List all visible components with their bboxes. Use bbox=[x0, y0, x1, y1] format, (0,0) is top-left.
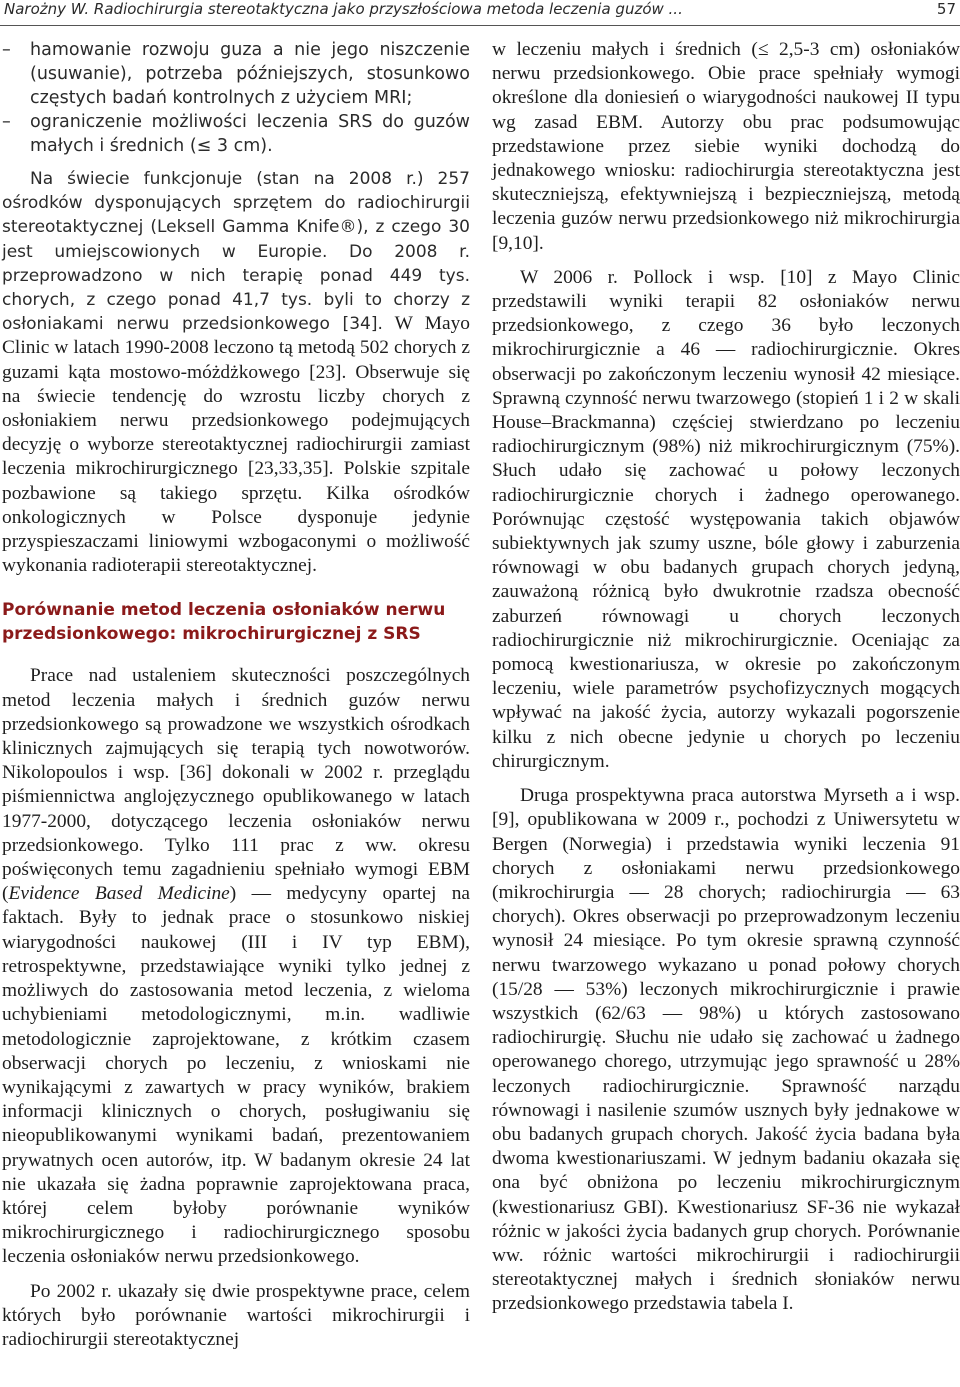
right-column bbox=[492, 38, 960, 1317]
emphasis-text: Evidence Based Medicine bbox=[8, 883, 230, 905]
paragraph bbox=[2, 167, 470, 578]
left-column bbox=[2, 38, 470, 1352]
paragraph: Druga prospektywna praca autorstwa Myrseth a i wsp. [9], opublikowana w 2009 r., pochodzi z Uniwersytetu w Bergen (Norwegia) i przedstawia wyniki leczenia 91 chorych z osłoniakami nerwu przedsionkowego (mikrochirurgia — 28 chorych; radiochirurgia — 63 chorych). Okres obserwacji po przeprowadzonym leczeniu wynosił 24 miesiące. Po tym okresie sprawną czynność nerwu twarzowego wykazano u ponad połowy chorych (15/28 — 53%) leczonych mikrochirurgicznie i prawie wszystkich (62/63 — 98%) u których zastosowano radiochirurgię. Słuchu nie udało się zachować u żadnego operowanego chorego, utrzymując jego sprawność u 28% leczonych radiochirurgicznie. Sprawność narządu równowagi i nasilenie szumów usznych były jednakowe w obu badanych grupach chorych. Jakość życia badana była dwoma kwestionariuszami. W jednym badaniu okazała się ona być obniżona po leczeniu mikrochirurgicznym (kwestionariusz GBI). Kwestionariusz SF-36 nie wykazał różnic w jakości życia badanych grup chorych. Porównanie ww. różnic wartości mikrochirurgii i radiochirurgii stereotaktycznej małych i średnich słoniaków nerwu przedsionkowego przedstawia tabela I. bbox=[492, 785, 960, 1315]
paragraph-text: ) — medycyny opartej na faktach. Były to jednak prace o stosunkowo niskiej wiarygodności naukowej (III i IV typ EBM), retrospektywne, przedstawiające wyniki tylko jednej z możliwych do zastosowania metod leczenia, z wieloma uchybieniami metodologicznymi, m.in. wadliwie metodologicznie zaprojektowane, z krótkim czasem obserwacji chorych po leczeniu, z wnioskami nie wynikającymi z zawartych w pracy wyników, brakiem informacji klinicznych o chorych, posługiwaniu się nieopublikowanymi wynikami badań, prezentowaniem prywatnych ocen autorów, itp. W badanym okresie 24 lat nie ukazała się żadna poprawnie zaprojektowana praca, której celem byłoby porównanie wyników mikrochirurgicznego i radiochirurgicznego sposobu leczenia osłoniaków nerwu przedsionkowego. bbox=[2, 883, 470, 1268]
list-item: – ograniczenie możliwości leczenia SRS do guzów małych i średnich (≤ 3 cm). bbox=[2, 110, 470, 158]
paragraph: W 2006 r. Pollock i wsp. [10] z Mayo Clinic przedstawili wyniki terapii 82 osłoniaków nerwu przedsionkowego, z czego 36 było leczonych mikrochirurgicznie a 46 — radiochirurgicznie. Okres obserwacji po zakończonym leczeniu wynosił 42 miesiące. Sprawną czynność nerwu twarzowego (stopień 1 i 2 w skali House–Brackmanna) częściej stwierdzano po leczeniu radiochirurgicznym (98%) niż mikrochirurgicznym (75%). Słuch udało się zachować u połowy leczonych radiochirurgicznie chorych i żadnego operowanego. Porównując częstość występowania takich objawów subiektywnych jak szumy uszne, bóle głowy i zaburzenia równowagi w obu badanych grupach chorych jedyną, zauważoną różnicą było dwukrotnie rzadsza obecność zaburzeń równowagi u chorych leczonych radiochirurgicznie niż mikrochirurgicznie. Oceniając za pomocą kwestionariusza, w okresie po zakończonym leczeniu, wiele parametrów psychofizycznych mogących wpływać na jakość życia, autorzy wykazali pogorszenie kilku z nich obecne jedynie u chorych po leczeniu chirurgicznym. bbox=[492, 266, 960, 772]
paragraph-text: Prace nad ustaleniem skuteczności poszczególnych metod leczenia małych i średnich guzów nerwu przedsionkowego są prowadzone we wszystkich ośrodkach klinicznych zajmujących się terapią tych nowotworów. Nikolopoulos i wsp. [36] dokonali w 2002 r. przeglądu piśmiennictwa anglojęzycznego opublikowanego w latach 1977-2000, dotyczącego leczenia osłoniaków nerwu przedsionkowego. Tylko 111 prac z ww. okresu poświęconych temu zagadnieniu spełniało wymogi EBM ( bbox=[2, 665, 470, 905]
running-title: Narożny W. Radiochirurgia stereotaktyczna jako przyszłościowa metoda leczenia guzów ... bbox=[4, 0, 683, 18]
page-number: 57 bbox=[936, 0, 956, 18]
paragraph-text: W Mayo Clinic w latach 1990-2008 leczono tą metodą 502 chorych z guzami kąta mostowo-móżdżkowego [23]. Obserwuje się na świecie tendencję do wzrostu liczby chorych z osłoniakiem nerwu przedsionkowego podejmujących decyzję o wyborze stereotaktycznej radiochirurgii zamiast leczenia mikrochirurgicznego [23,33,35]. Polskie szpitale pozbawione są takiego sprzętu. Kilka ośrodków onkologicznych w Polsce dysponuje jedynie przyspieszaczami liniowymi wzbogaconymi o możliwość wykonania radioterapii stereotaktycznej. bbox=[2, 313, 470, 577]
header-rule bbox=[0, 25, 960, 26]
section-heading: Porównanie metod leczenia osłoniaków nerwu przedsionkowego: mikrochirurgicznej z SRS bbox=[2, 600, 446, 645]
paragraph: w leczeniu małych i średnich (≤ 2,5-3 cm) osłoniaków nerwu przedsionkowego. Obie prace spełniały wymogi określone dla doniesień o wiarygodności naukowej II typu wg zasad EBM. Autorzy obu prac podsumowując przedstawione przez siebie wyniki dochodzą do jednakowego wniosku: radiochirurgia stereotaktyczna jest skuteczniejszą, efektywniejszą i bezpieczniejszą, metodą leczenia guzów nerwu przedsionkowego niż mikrochirurgia [9,10]. bbox=[492, 39, 960, 254]
paragraph bbox=[2, 664, 470, 1269]
limitations-list bbox=[2, 38, 470, 158]
running-header bbox=[0, 0, 960, 26]
paragraph-lead: Na świecie funkcjonuje (stan na 2008 r.) 257 ośrodków dysponujących sprzętem do radiochirurgii stereotaktycznej (Leksell Gamma Knife®), z czego 30 jest umiejscowionych w Europie. Do 2008 r. przeprowadzono w nich terapię ponad 449 tys. chorych, z czego ponad 41,7 tys. byli to chorzy z osłoniakami nerwu przedsionkowego [34]. bbox=[2, 169, 470, 335]
paragraph: Po 2002 r. ukazały się dwie prospektywne prace, celem których było porównanie wartości mikrochirurgii i radiochirurgii stereotaktycznej bbox=[2, 1280, 470, 1350]
list-item: – hamowanie rozwoju guza a nie jego niszczenie (usuwanie), potrzeba późniejszych, stosunkowo częstych badań kontrolnych z użyciem MRI; bbox=[2, 38, 470, 110]
